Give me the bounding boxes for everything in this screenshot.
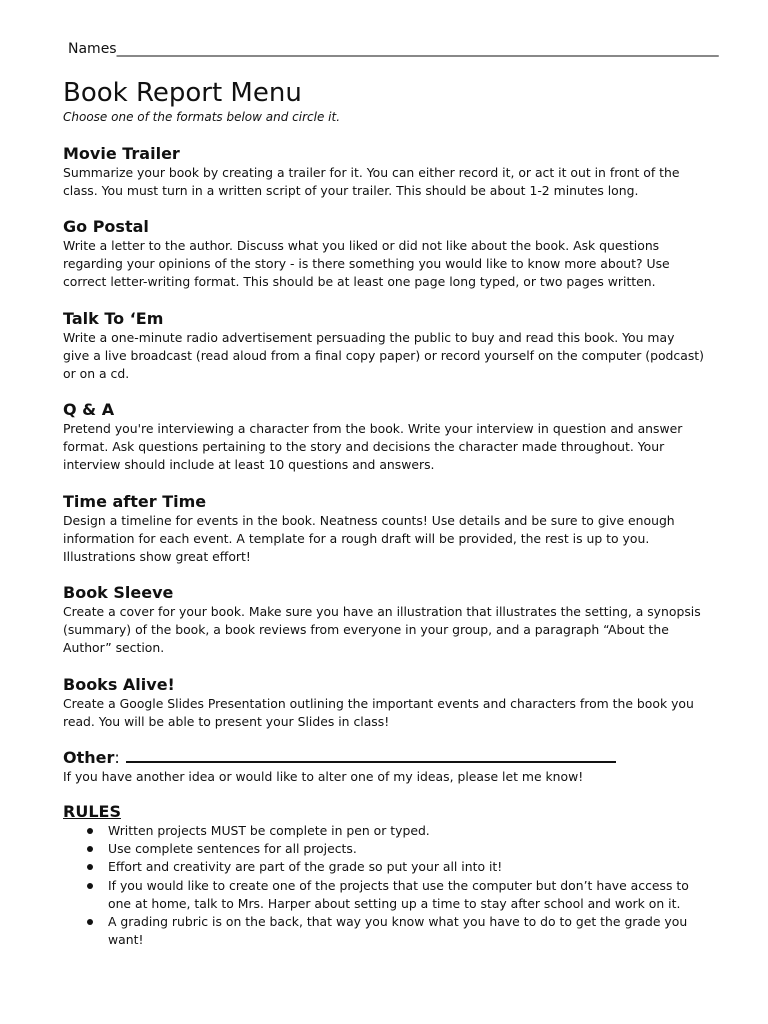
format-description: If you have another idea or would like to alter one of my ideas, please let me know! <box>63 769 584 784</box>
format-description: Write a one-minute radio advertisement persuading the public to buy and read this book. You may give a live broadcast (read aloud from a final copy paper) or record yourself on the computer (podcast) or on a cd. <box>63 330 704 382</box>
bullet-icon <box>87 919 93 925</box>
format-q-and-a[interactable] <box>63 400 723 475</box>
format-heading: Q & A <box>63 400 115 419</box>
other-colon: : <box>114 748 120 767</box>
format-talk-to-em[interactable] <box>63 309 723 384</box>
list-item <box>87 840 723 858</box>
other-blank-line[interactable] <box>126 747 616 763</box>
rule-text: Effort and creativity are part of the grade so put your all into it! <box>108 859 503 875</box>
bullet-icon <box>87 828 93 834</box>
list-item <box>87 858 723 876</box>
names-line[interactable]: Names______________________________________________________________________________________ <box>68 41 719 57</box>
page-subtitle: Choose one of the formats below and circle it. <box>63 110 341 124</box>
other-heading-row <box>63 747 723 768</box>
rules-heading: RULES <box>63 802 121 821</box>
page-title: Book Report Menu <box>63 78 302 108</box>
format-description: Design a timeline for events in the book. Neatness counts! Use details and be sure to give enough information for each event. A template for a rough draft will be provided, the rest is up to you. Illustrations show great effort! <box>63 513 675 565</box>
bullet-icon <box>87 883 93 889</box>
format-heading: Books Alive! <box>63 675 175 694</box>
rule-text: If you would like to create one of the projects that use the computer but don’t have access to one at home, talk to Mrs. Harper about setting up a time to stay after school and work on it. <box>108 877 689 911</box>
format-go-postal[interactable] <box>63 217 723 292</box>
format-heading: Talk To ‘Em <box>63 309 164 328</box>
rule-text: A grading rubric is on the back, that way you know what you have to do to get the grade you want! <box>108 914 688 948</box>
format-heading: Book Sleeve <box>63 583 174 602</box>
list-item <box>87 877 723 913</box>
rule-text: Use complete sentences for all projects. <box>108 841 357 857</box>
rules-list <box>63 822 723 949</box>
format-heading: Other <box>63 748 115 767</box>
format-description: Create a Google Slides Presentation outlining the important events and characters from the book you read. You will be able to present your Slides in class! <box>63 696 694 730</box>
rules-section <box>63 802 723 949</box>
list-item <box>87 822 723 840</box>
rule-text: Written projects MUST be complete in pen or typed. <box>108 823 430 838</box>
format-heading: Go Postal <box>63 217 149 236</box>
format-description: Pretend you're interviewing a character from the book. Write your interview in question and answer format. Ask questions pertaining to the story and decisions the character made throughout. Your interview should include at least 10 questions and answers. <box>63 421 683 473</box>
format-heading: Movie Trailer <box>63 144 180 163</box>
list-item <box>87 913 723 949</box>
format-movie-trailer[interactable] <box>63 144 723 200</box>
format-other[interactable] <box>63 747 723 786</box>
format-description: Create a cover for your book. Make sure you have an illustration that illustrates the setting, a synopsis (summary) of the book, a book reviews from everyone in your group, and a paragraph “About the Author” section. <box>63 604 701 656</box>
format-description: Summarize your book by creating a trailer for it. You can either record it, or act it out in front of the class. You must turn in a written script of your trailer. This should be about 1-2 minutes long. <box>63 165 680 199</box>
bullet-icon <box>87 864 93 870</box>
format-description: Write a letter to the author. Discuss what you liked or did not like about the book. Ask questions regarding your opinions of the story - is there something you would like to know more about? Use correct letter-writing format. This should be at least one page long typed, or two pages written. <box>63 238 670 290</box>
bullet-icon <box>87 846 93 852</box>
format-time-after-time[interactable] <box>63 492 723 567</box>
format-books-alive[interactable] <box>63 675 723 731</box>
format-book-sleeve[interactable] <box>63 583 723 658</box>
format-heading: Time after Time <box>63 492 207 511</box>
